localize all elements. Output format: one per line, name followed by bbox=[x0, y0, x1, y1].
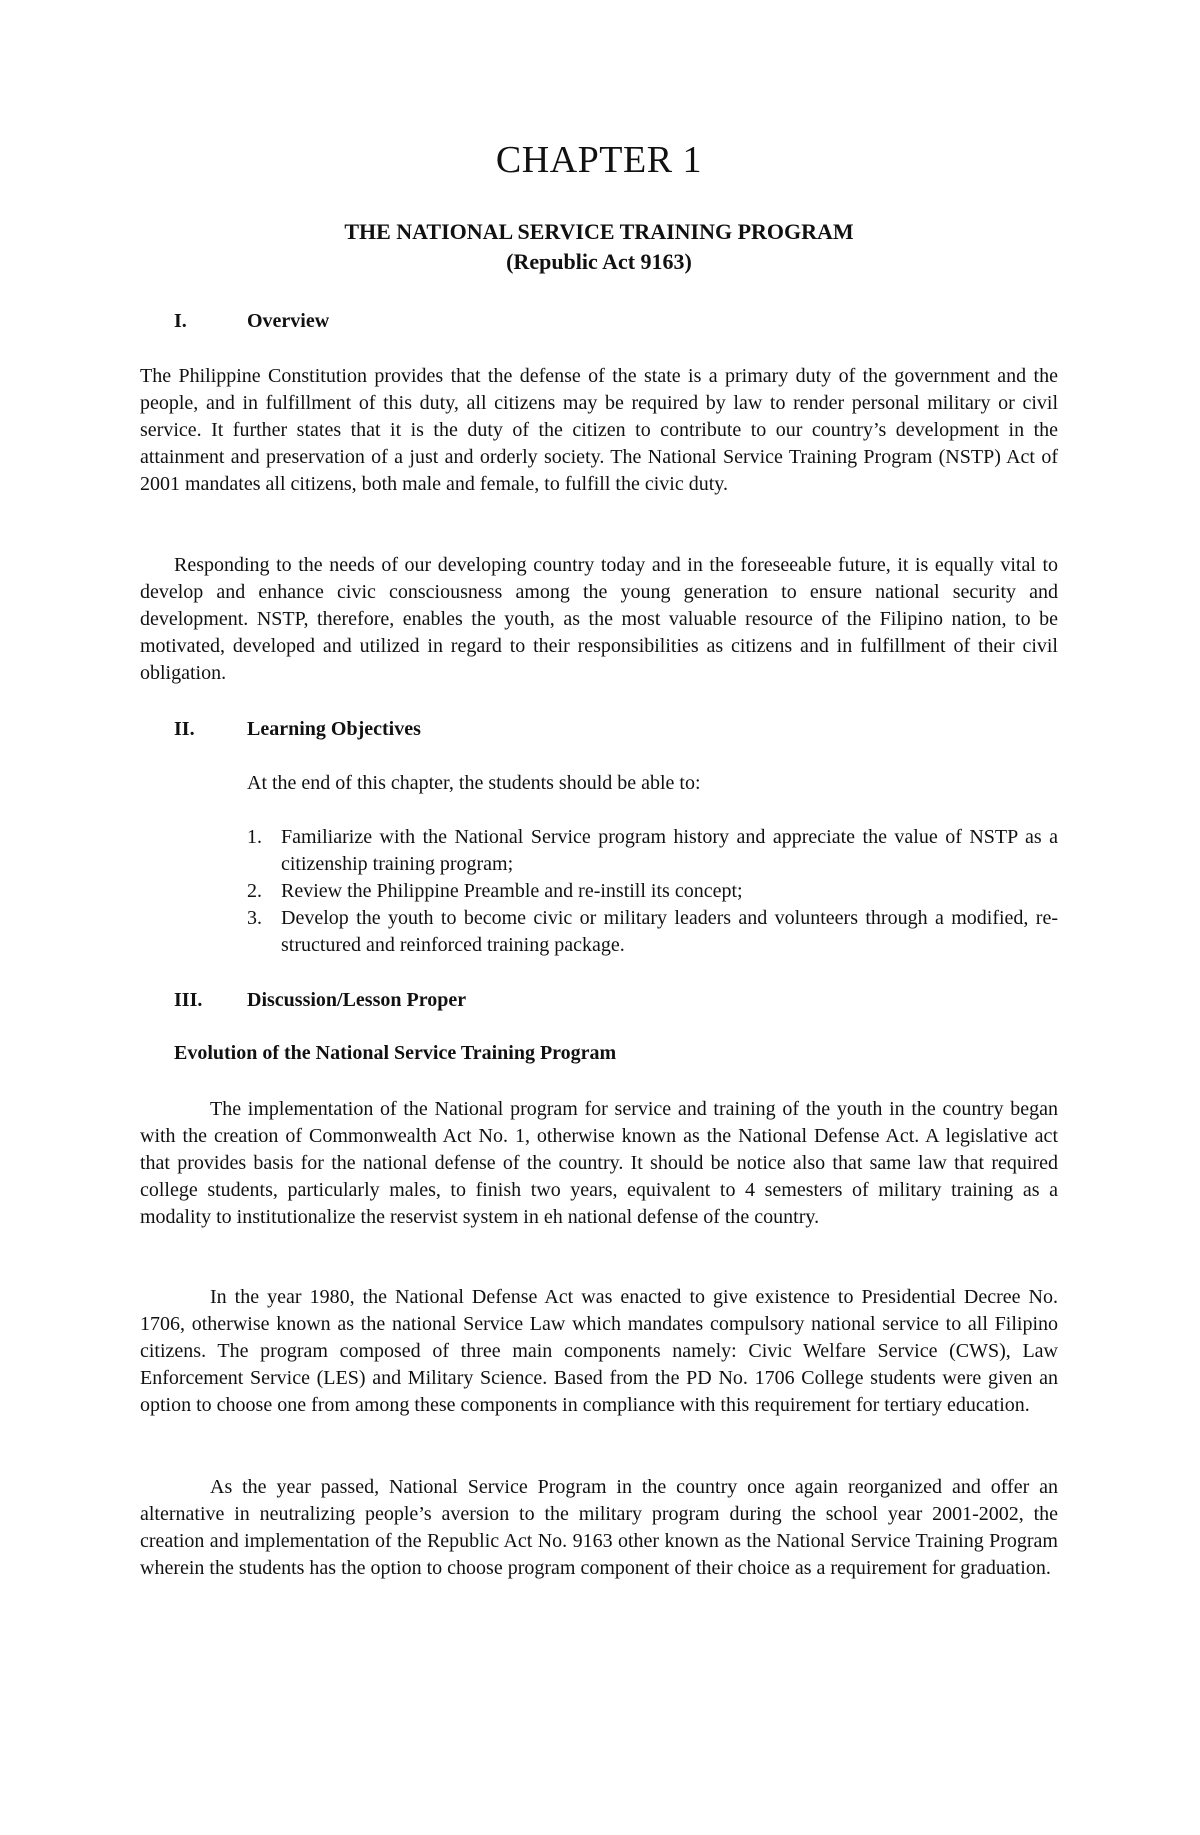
section-title: Discussion/Lesson Proper bbox=[247, 989, 467, 1011]
list-marker: 3. bbox=[247, 907, 262, 929]
section-heading-discussion bbox=[174, 987, 466, 1013]
list-item-text: Develop the youth to become civic or military leaders and volunteers through a modified, re-structured and reinforced training package. bbox=[281, 907, 1058, 956]
objectives-list bbox=[247, 824, 1058, 959]
objectives-intro: At the end of this chapter, the students should be able to: bbox=[247, 772, 701, 794]
overview-paragraph-2: Responding to the needs of our developing country today and in the foreseeable future, it is equally vital to develop and enhance civic consciousness among the young generation to ensure national security and development. NSTP, therefore, enables the youth, as the most valuable resource of the Filipino nation, to be motivated, developed and utilized in regard to their responsibilities as citizens and in fulfillment of their civil obligation. bbox=[140, 554, 1058, 684]
chapter-title-block bbox=[140, 217, 1058, 277]
discussion-paragraph-3: As the year passed, National Service Program in the country once again reorganized and offer an alternative in neutralizing people’s aversion to the military program during the school year 2001-2002, the creation and implementation of the Republic Act No. 9163 other known as the National Service Training Program wherein the students has the option to choose program component of their choice as a requirement for graduation. bbox=[140, 1476, 1058, 1579]
list-item-text: Familiarize with the National Service program history and appreciate the value of NSTP as a citizenship training program; bbox=[281, 826, 1058, 875]
overview-paragraph-1: The Philippine Constitution provides that the defense of the state is a primary duty of the government and the people, and in fulfillment of this duty, all citizens may be required by law to render personal military or civil service. It further states that it is the duty of the citizen to contribute to our country’s development in the attainment and preservation of a just and orderly society. The National Service Training Program (NSTP) Act of 2001 mandates all citizens, both male and female, to fulfill the civic duty. bbox=[140, 365, 1058, 495]
section-number: I. bbox=[174, 310, 187, 332]
list-marker: 1. bbox=[247, 826, 262, 848]
section-title: Learning Objectives bbox=[247, 718, 421, 740]
list-item bbox=[247, 905, 1058, 959]
discussion-paragraph-2: In the year 1980, the National Defense Act was enacted to give existence to Presidential Decree No. 1706, otherwise known as the national Service Law which mandates compulsory national service to all Filipino citizens. The program composed of three main components namely: Civic Welfare Service (CWS), Law Enforcement Service (LES) and Military Science. Based from the PD No. 1706 College students were given an option to choose one from among these components in compliance with this requirement for tertiary education. bbox=[140, 1286, 1058, 1416]
list-item bbox=[247, 878, 1058, 905]
section-heading-objectives bbox=[174, 716, 421, 742]
chapter-subtitle: (Republic Act 9163) bbox=[506, 249, 692, 274]
list-marker: 2. bbox=[247, 880, 262, 902]
chapter-title: THE NATIONAL SERVICE TRAINING PROGRAM bbox=[344, 219, 854, 244]
section-title: Overview bbox=[247, 310, 330, 332]
section-heading-overview bbox=[174, 308, 329, 334]
discussion-paragraph-1: The implementation of the National program for service and training of the youth in the country began with the creation of Commonwealth Act No. 1, otherwise known as the National Defense Act. A legislative act that provides basis for the national defense of the country. It should be notice also that same law that required college students, particularly males, to finish two years, equivalent to 4 semesters of military training as a modality to institutionalize the reservist system in eh national defense of the country. bbox=[140, 1098, 1058, 1228]
chapter-label: CHAPTER 1 bbox=[495, 139, 703, 181]
list-item-text: Review the Philippine Preamble and re-instill its concept; bbox=[281, 880, 743, 902]
section-number: II. bbox=[174, 718, 195, 740]
list-item bbox=[247, 824, 1058, 878]
evolution-heading: Evolution of the National Service Training Program bbox=[174, 1042, 617, 1064]
section-number: III. bbox=[174, 989, 203, 1011]
